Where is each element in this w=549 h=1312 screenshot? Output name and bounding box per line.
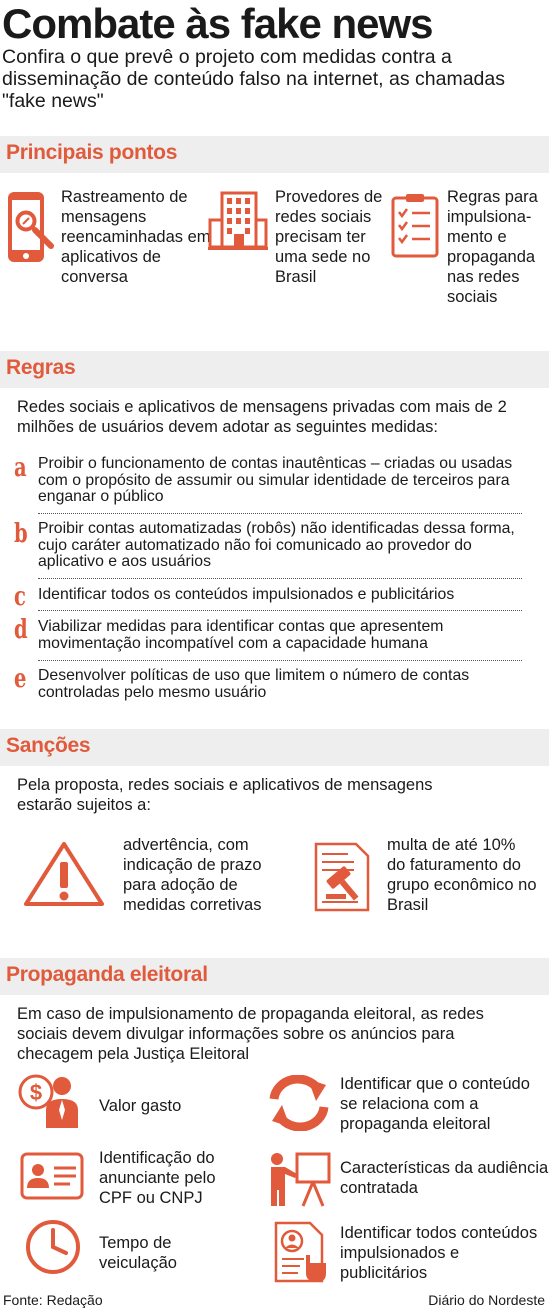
divider [38, 610, 522, 611]
rule-text-e: Desenvolver políticas de uso que limitem o número de contas controladas pelo mesmo usuário [38, 667, 470, 701]
profile-document-icon [272, 1219, 328, 1285]
section-header-principais [0, 136, 549, 173]
presenter-board-icon [267, 1150, 333, 1208]
dollar-person-icon [18, 1072, 82, 1130]
propaganda-item-1: Valor gasto [99, 1097, 182, 1115]
section-header-sancoes [0, 729, 549, 766]
checklist-icon [390, 192, 440, 258]
propaganda-item-4: Características da audiência contratada [340, 1159, 549, 1197]
section-title: Regras [6, 356, 76, 379]
principais-item-3: Regras para impulsiona-mento e propaganda nas redes sociais [447, 188, 538, 306]
publisher-credit: Diário do Nordeste [428, 1292, 545, 1308]
rule-letter-e: e [14, 664, 27, 694]
sancao-item-1: advertência, com indicação de prazo para adoção de medidas corretivas [123, 836, 262, 914]
propaganda-item-3: Identificação do anunciante pelo CPF ou CNPJ [99, 1149, 216, 1207]
sancao-item-2: multa de até 10% do faturamento do grupo econômico no Brasil [387, 836, 537, 914]
rule-text-b: Proibir contas automatizadas (robôs) não identificadas dessa forma, cujo caráter automatizado não foi comunicado ao provedor do aplicativo e aos usuários [38, 520, 515, 570]
refresh-arrows-icon [268, 1075, 330, 1131]
propaganda-item-6: Identificar todos conteúdos impulsionados e publicitários [340, 1224, 538, 1282]
regras-intro: Redes sociais e aplicativos de mensagens privadas com mais de 2 milhões de usuários devem adotar as seguintes medidas: [17, 398, 507, 436]
principais-item-2: Provedores de redes sociais precisam ter uma sede no Brasil [275, 188, 383, 286]
sancoes-intro: Pela proposta, redes sociais e aplicativos de mensagens estarão sujeitos a: [17, 776, 433, 814]
section-title: Principais pontos [6, 141, 178, 164]
gavel-document-icon [312, 840, 374, 914]
rule-letter-c: c [14, 582, 26, 612]
rule-text-a: Proibir o funcionamento de contas inautênticas – criadas ou usadas com o propósito de assumir ou simular identidade de terceiros para enganar o público [38, 455, 513, 505]
svg-text:$: $ [29, 1080, 43, 1105]
section-title: Propaganda eleitoral [6, 963, 208, 986]
section-title: Sanções [6, 734, 91, 757]
propaganda-item-5: Tempo de veiculação [99, 1234, 177, 1272]
divider [38, 513, 522, 514]
divider [38, 578, 522, 579]
propaganda-item-2: Identificar que o conteúdo se relaciona com a propaganda eleitoral [340, 1075, 530, 1133]
propaganda-intro: Em caso de impulsionamento de propaganda eleitoral, as redes sociais devem divulgar informações sobre os anúncios para checagem pela Justiça Eleitoral [17, 1005, 484, 1063]
divider [38, 660, 522, 661]
section-header-regras [0, 351, 549, 388]
rule-letter-a: a [14, 453, 27, 483]
page-title: Combate às fake news [2, 0, 433, 47]
section-header-propaganda [0, 958, 549, 995]
rule-text-c: Identificar todos os conteúdos impulsionados e publicitários [38, 586, 455, 603]
page-subtitle: Confira o que prevê o projeto com medidas contra a disseminação de conteúdo falso na internet, as chamadas "fake news" [2, 46, 505, 112]
principais-item-1: Rastreamento de mensagens reencaminhadas em aplicativos de conversa [61, 188, 211, 286]
rule-letter-d: d [14, 615, 28, 645]
phone-search-icon [6, 190, 54, 264]
id-card-icon [20, 1152, 84, 1200]
clock-icon [24, 1218, 82, 1276]
source-credit: Fonte: Redação [3, 1292, 103, 1308]
warning-icon [22, 840, 106, 908]
building-icon [208, 190, 268, 254]
rule-text-d: Viabilizar medidas para identificar contas que apresentem movimentação incompatível com a capacidade humana [38, 618, 444, 652]
rule-letter-b: b [14, 519, 28, 549]
